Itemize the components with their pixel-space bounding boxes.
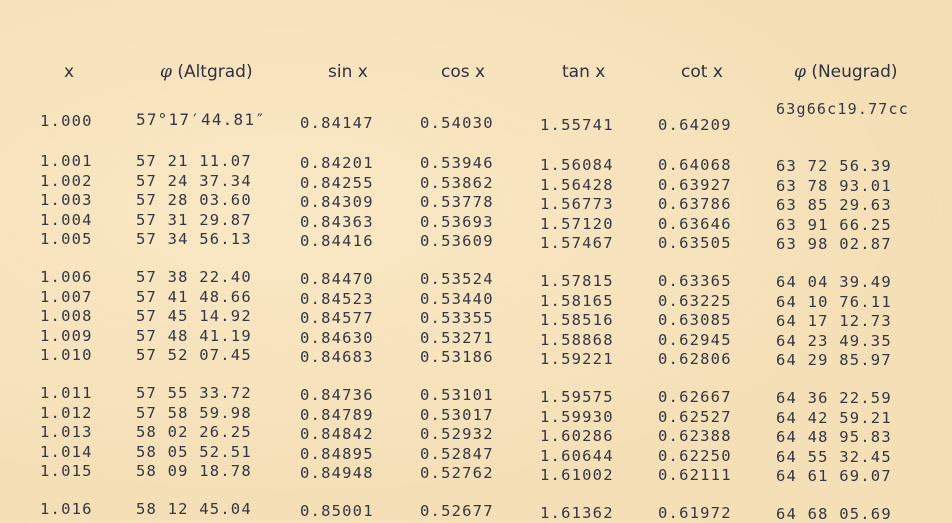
cell-neugrad: 64 36 22.59 (776, 389, 892, 407)
cell-altgrad: 57 31 29.87 (136, 210, 252, 229)
cell-cot: 0.62806 (658, 350, 732, 368)
cell-tan: 1.58516 (540, 311, 614, 329)
header-altgrad (160, 62, 253, 82)
cell-neugrad: 63 91 66.25 (776, 215, 892, 234)
cell-cot: 0.63505 (658, 234, 732, 252)
cell-cot: 0.62250 (658, 446, 732, 465)
cell-x: 1.013 (40, 423, 93, 441)
cell-cot: 0.63786 (658, 195, 732, 213)
cell-altgrad: 57 28 03.60 (136, 191, 252, 209)
cell-cot: 0.63225 (658, 291, 732, 310)
cell-tan: 1.57120 (540, 214, 614, 233)
cell-sin: 0.84309 (300, 193, 374, 211)
cell-tan: 1.59221 (540, 350, 614, 368)
cell-x: 1.007 (40, 287, 93, 306)
cell-x: 1.003 (40, 191, 93, 209)
cell-sin: 0.84416 (300, 232, 374, 250)
cell-x: 1.001 (40, 152, 93, 170)
cell-tan: 1.57467 (540, 234, 614, 252)
cell-cos: 0.53355 (420, 309, 494, 327)
first-row-x: 1.000 (40, 112, 93, 130)
cell-cos: 0.53017 (420, 405, 494, 424)
cell-cot: 0.62388 (658, 427, 732, 445)
cell-altgrad: 57 24 37.34 (136, 171, 252, 190)
cell-sin: 0.84736 (300, 386, 374, 404)
cell-tan: 1.57815 (540, 272, 614, 290)
cell-tan: 1.59575 (540, 388, 614, 406)
cell-cos: 0.52677 (420, 502, 494, 520)
cell-cos: 0.53186 (420, 348, 494, 366)
cell-sin: 0.85001 (300, 502, 374, 520)
cell-altgrad: 58 02 26.25 (136, 423, 252, 441)
cell-tan: 1.61362 (540, 504, 614, 522)
cell-altgrad: 57 34 56.13 (136, 230, 252, 248)
cell-altgrad: 57 52 07.45 (136, 346, 252, 364)
cell-neugrad: 63 98 02.87 (776, 235, 892, 253)
cell-cos: 0.53524 (420, 270, 494, 288)
cell-altgrad: 57 38 22.40 (136, 268, 252, 286)
cell-cot: 0.63646 (658, 214, 732, 233)
cell-altgrad: 58 12 45.04 (136, 500, 252, 518)
cell-altgrad: 57 21 11.07 (136, 152, 252, 170)
cell-x: 1.005 (40, 230, 93, 248)
cell-neugrad: 64 48 95.83 (776, 428, 892, 446)
phi-symbol: φ (160, 62, 172, 82)
cell-sin: 0.84201 (300, 154, 374, 172)
cell-x: 1.010 (40, 346, 93, 364)
cell-x: 1.008 (40, 307, 93, 325)
cell-sin: 0.84789 (300, 405, 374, 424)
cell-neugrad: 63 72 56.39 (776, 157, 892, 175)
cell-cot: 0.63365 (658, 272, 732, 290)
cell-tan: 1.58868 (540, 330, 614, 349)
cell-x: 1.016 (40, 500, 93, 518)
cell-cos: 0.52762 (420, 464, 494, 482)
cell-tan: 1.60286 (540, 427, 614, 445)
cell-altgrad: 57 48 41.19 (136, 326, 252, 345)
cell-cot: 0.63927 (658, 175, 732, 194)
cell-altgrad: 57 45 14.92 (136, 307, 252, 325)
cell-cot: 0.64068 (658, 156, 732, 174)
header-neugrad-label: (Neugrad) (811, 62, 898, 82)
cell-x: 1.002 (40, 171, 93, 190)
cell-tan: 1.56773 (540, 195, 614, 213)
cell-neugrad: 63 85 29.63 (776, 196, 892, 214)
cell-sin: 0.84363 (300, 212, 374, 231)
header-altgrad-label: (Altgrad) (177, 62, 253, 82)
cell-sin: 0.84842 (300, 425, 374, 443)
cell-x: 1.004 (40, 210, 93, 229)
cell-tan: 1.58165 (540, 291, 614, 310)
cell-x: 1.011 (40, 384, 93, 402)
cell-neugrad: 63 78 93.01 (776, 176, 892, 195)
cell-cot: 0.62111 (658, 466, 732, 484)
first-row-neugrad: 63g66c19.77cc (776, 100, 909, 118)
cell-neugrad: 64 10 76.11 (776, 292, 892, 311)
cell-tan: 1.60644 (540, 446, 614, 465)
cell-altgrad: 58 09 18.78 (136, 462, 252, 480)
cell-altgrad: 57 58 59.98 (136, 403, 252, 422)
cell-sin: 0.84523 (300, 289, 374, 308)
cell-cos: 0.52847 (420, 444, 494, 463)
cell-neugrad: 64 55 32.45 (776, 447, 892, 466)
cell-cot: 0.63085 (658, 311, 732, 329)
cell-altgrad: 57 41 48.66 (136, 287, 252, 306)
phi-symbol: φ (794, 62, 806, 82)
cell-cos: 0.53862 (420, 173, 494, 192)
cell-cos: 0.53693 (420, 212, 494, 231)
first-row-tan: 1.55741 (540, 116, 614, 134)
cell-x: 1.006 (40, 268, 93, 286)
cell-cos: 0.53271 (420, 328, 494, 347)
cell-cot: 0.62667 (658, 388, 732, 406)
cell-cos: 0.52932 (420, 425, 494, 443)
cell-neugrad: 64 68 05.69 (776, 505, 892, 523)
cell-neugrad: 64 04 39.49 (776, 273, 892, 291)
cell-sin: 0.84948 (300, 464, 374, 482)
first-row-sin: 0.84147 (300, 114, 374, 132)
cell-tan: 1.59930 (540, 407, 614, 426)
cell-sin: 0.84895 (300, 444, 374, 463)
cell-tan: 1.56084 (540, 156, 614, 174)
cell-cot: 0.62527 (658, 407, 732, 426)
cell-sin: 0.84255 (300, 173, 374, 192)
cell-sin: 0.84577 (300, 309, 374, 327)
cell-sin: 0.84630 (300, 328, 374, 347)
cell-cos: 0.53440 (420, 289, 494, 308)
cell-cot: 0.61972 (658, 504, 732, 522)
cell-neugrad: 64 23 49.35 (776, 331, 892, 350)
cell-tan: 1.61002 (540, 466, 614, 484)
cell-neugrad: 64 61 69.07 (776, 467, 892, 485)
first-row-cot: 0.64209 (658, 116, 732, 134)
header-neugrad (794, 62, 898, 82)
cell-cos: 0.53778 (420, 193, 494, 211)
first-row-altgrad: 57°17′44.81″ (136, 110, 266, 129)
cell-cos: 0.53101 (420, 386, 494, 404)
cell-sin: 0.84470 (300, 270, 374, 288)
cell-tan: 1.56428 (540, 175, 614, 194)
header-cos: cos x (441, 62, 486, 82)
cell-altgrad: 58 05 52.51 (136, 442, 252, 461)
cell-x: 1.014 (40, 442, 93, 461)
cell-cot: 0.62945 (658, 330, 732, 349)
cell-neugrad: 64 42 59.21 (776, 408, 892, 427)
header-x: x (64, 62, 75, 82)
first-row-cos: 0.54030 (420, 114, 494, 132)
header-sin: sin x (328, 62, 368, 82)
header-cot: cot x (681, 62, 723, 82)
cell-x: 1.009 (40, 326, 93, 345)
cell-x: 1.015 (40, 462, 93, 480)
cell-neugrad: 64 29 85.97 (776, 351, 892, 369)
cell-cos: 0.53609 (420, 232, 494, 250)
cell-cos: 0.53946 (420, 154, 494, 172)
cell-altgrad: 57 55 33.72 (136, 384, 252, 402)
cell-sin: 0.84683 (300, 348, 374, 366)
header-tan: tan x (562, 62, 606, 82)
cell-x: 1.012 (40, 403, 93, 422)
cell-neugrad: 64 17 12.73 (776, 312, 892, 330)
